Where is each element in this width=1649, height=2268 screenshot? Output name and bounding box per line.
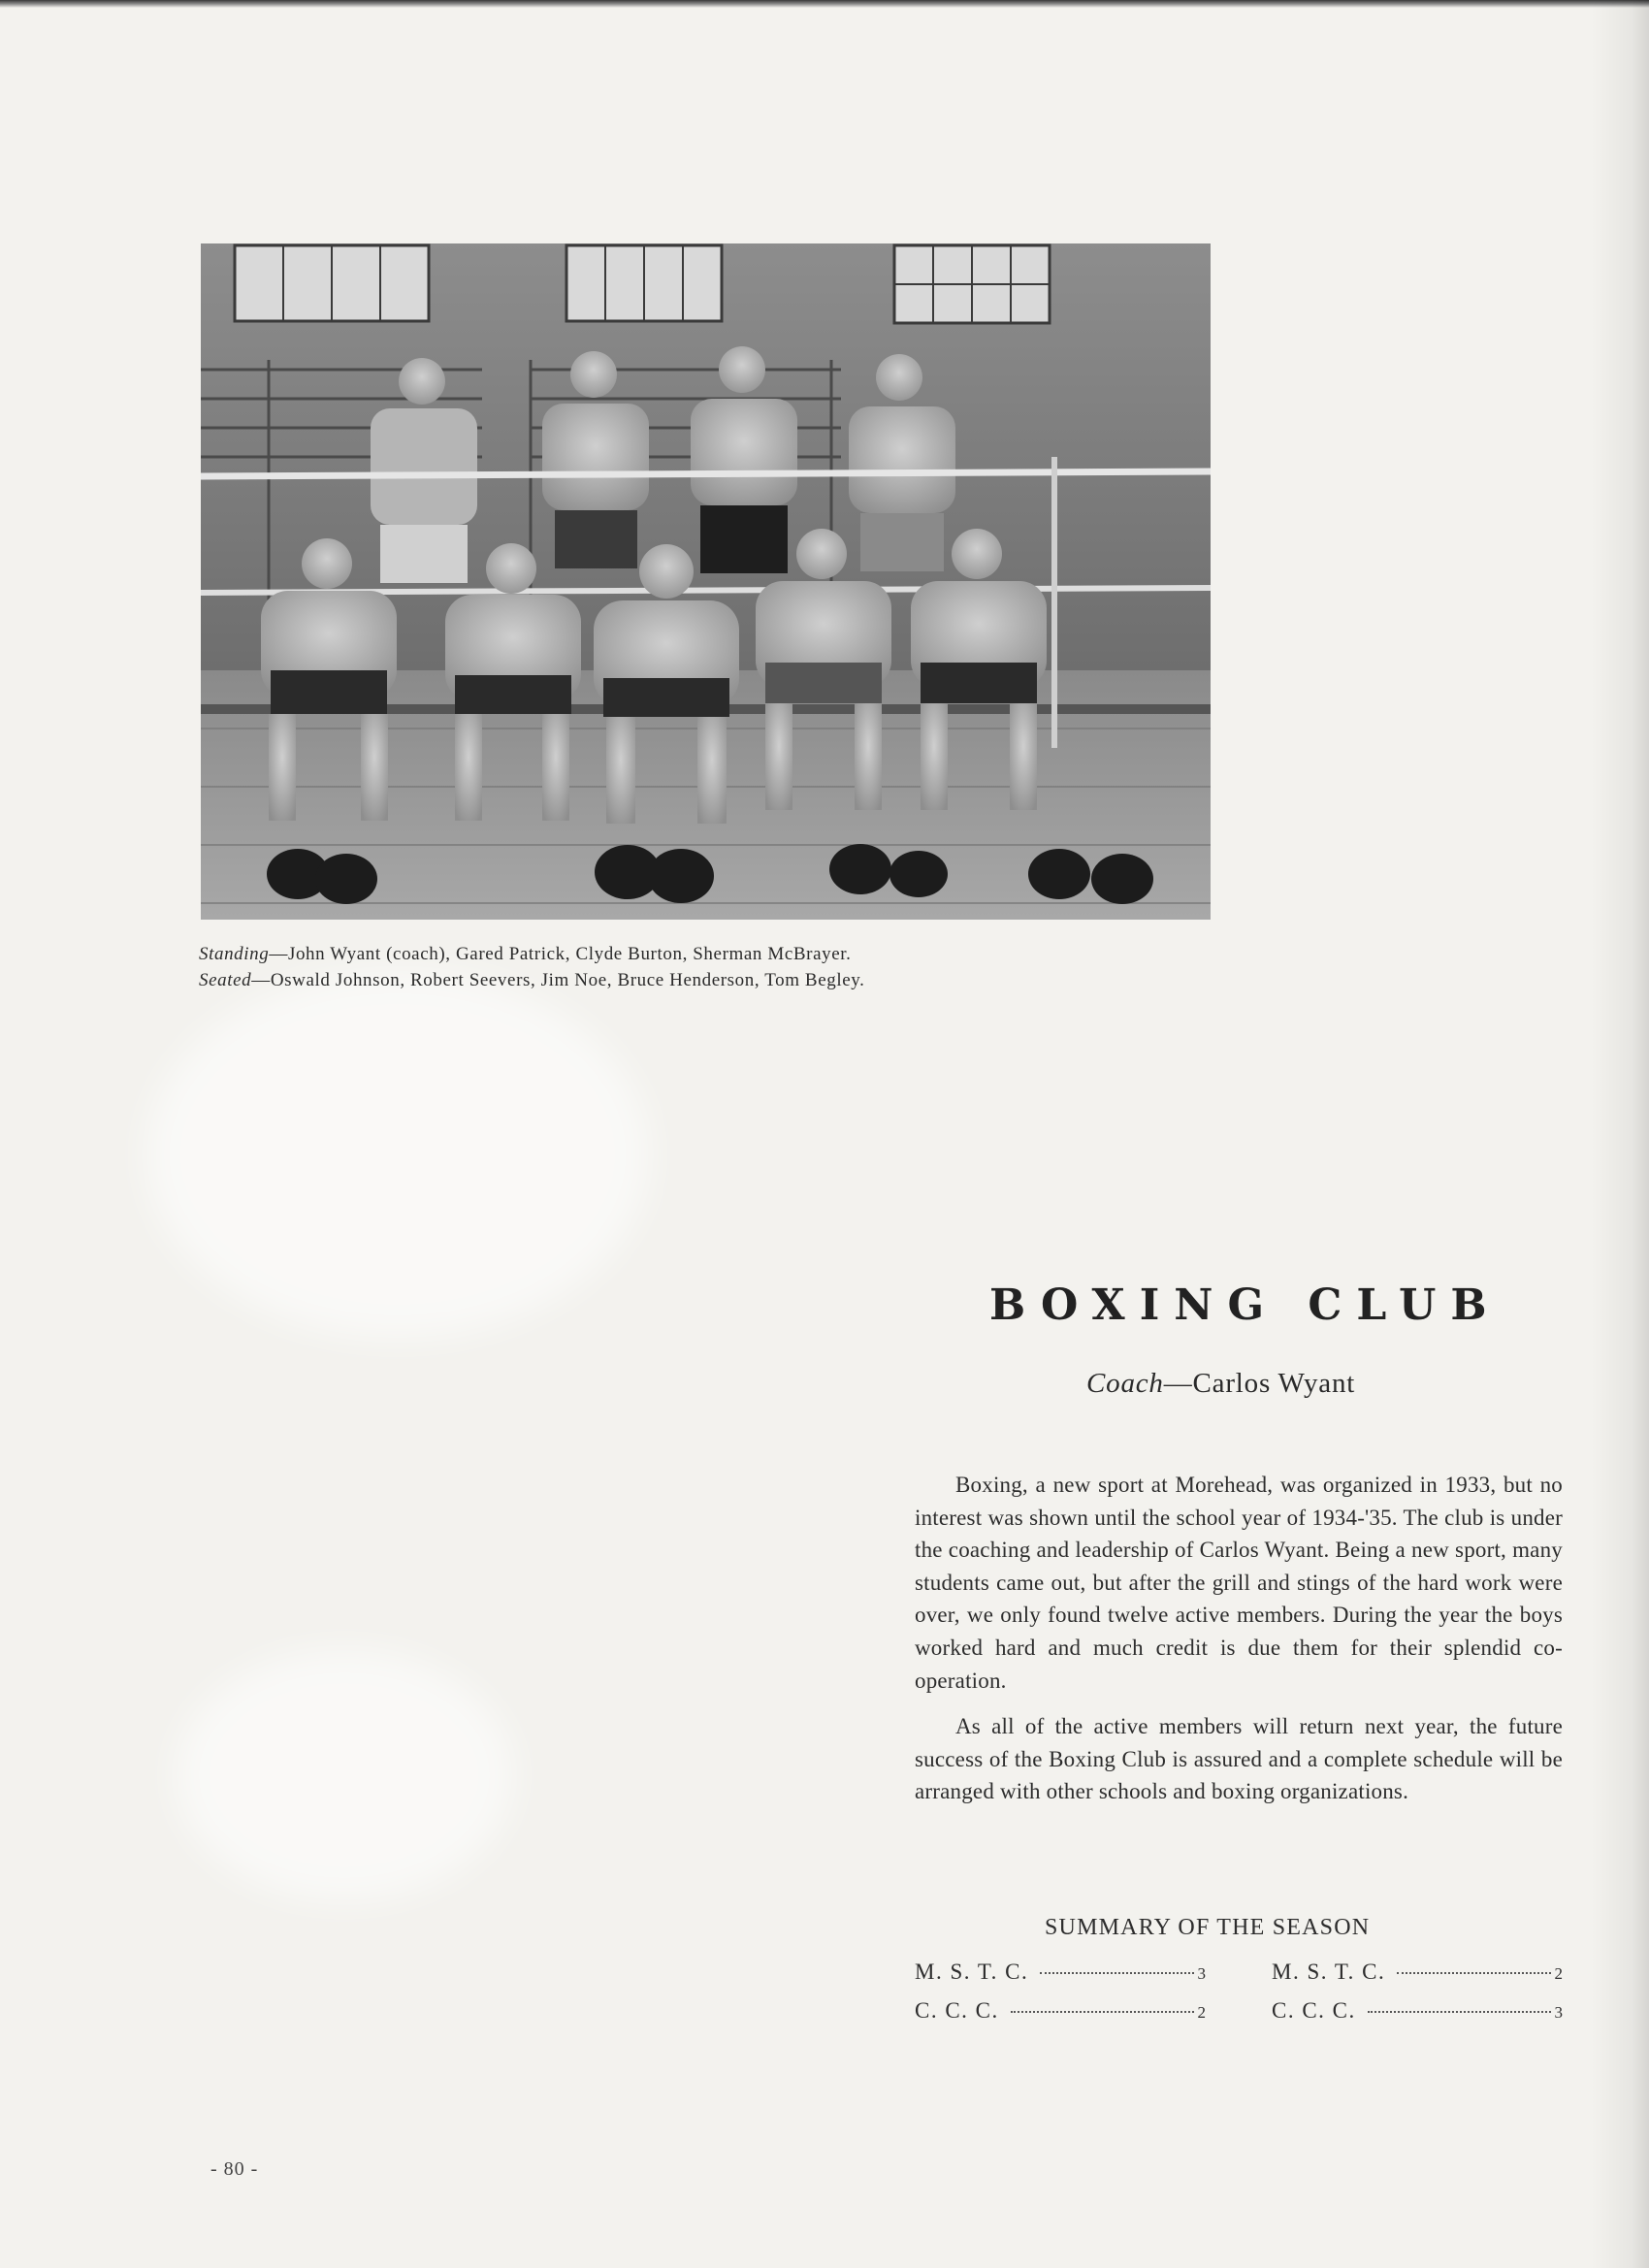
team-name: M. S. T. C. xyxy=(1272,1960,1386,1984)
coach-label: Coach xyxy=(1086,1368,1164,1399)
score-row xyxy=(915,1960,1206,1985)
coach-name: —Carlos Wyant xyxy=(1163,1368,1356,1399)
paper-stain xyxy=(146,970,650,1339)
caption-standing-names: —John Wyant (coach), Gared Patrick, Clyde Burton, Sherman McBrayer. xyxy=(269,944,852,964)
paper-stain xyxy=(175,1649,514,1901)
caption-standing-line xyxy=(199,941,1227,967)
team-score: 3 xyxy=(1197,1964,1206,1983)
body-paragraph: As all of the active members will return next year, the future success of the Boxing Club is assured and a complete schedule will be arranged with other schools and boxing organizations. xyxy=(915,1714,1563,1804)
team-name: C. C. C. xyxy=(915,1998,999,2023)
page-number: - 80 - xyxy=(210,2158,259,2180)
caption-seated-label: Seated xyxy=(199,970,252,990)
team-photo xyxy=(201,243,1211,920)
article-body xyxy=(915,1469,1563,1822)
team-name: M. S. T. C. xyxy=(915,1960,1029,1984)
summary-title: SUMMARY OF THE SEASON xyxy=(1045,1915,1371,1940)
score-row xyxy=(1272,1960,1563,1985)
body-paragraph: Boxing, a new sport at Morehead, was organized in 1933, but no interest was shown until the school year of 1934-'35. The club is under the coaching and leadership of Carlos Wyant. Being a new sport, many students came out, but after the grill and stings of the hard work were over, we only found twelve active members. During the year the boys worked hard and much credit is due them for their splendid co-operation. xyxy=(915,1473,1563,1693)
score-row xyxy=(1272,1998,1563,2024)
coach-line xyxy=(1086,1368,1355,1400)
team-name: C. C. C. xyxy=(1272,1998,1356,2023)
page-top-edge xyxy=(0,0,1649,8)
caption-seated-names: —Oswald Johnson, Robert Seevers, Jim Noe, Bruce Henderson, Tom Begley. xyxy=(251,970,865,990)
team-score: 3 xyxy=(1554,2003,1563,2022)
team-score: 2 xyxy=(1554,1964,1563,1983)
leader-dots xyxy=(1040,1972,1193,1974)
leader-dots xyxy=(1368,2011,1551,2013)
caption-standing-label: Standing xyxy=(199,944,270,964)
caption-seated-line xyxy=(199,967,1227,993)
team-score: 2 xyxy=(1197,2003,1206,2022)
team-photo-illustration xyxy=(201,243,1211,920)
score-row xyxy=(915,1998,1206,2024)
page-binding-shadow xyxy=(1591,0,1649,2268)
leader-dots xyxy=(1397,1972,1550,1974)
section-heading: BOXING CLUB xyxy=(989,1280,1502,1330)
photo-caption xyxy=(199,941,1227,993)
leader-dots xyxy=(1011,2011,1194,2013)
